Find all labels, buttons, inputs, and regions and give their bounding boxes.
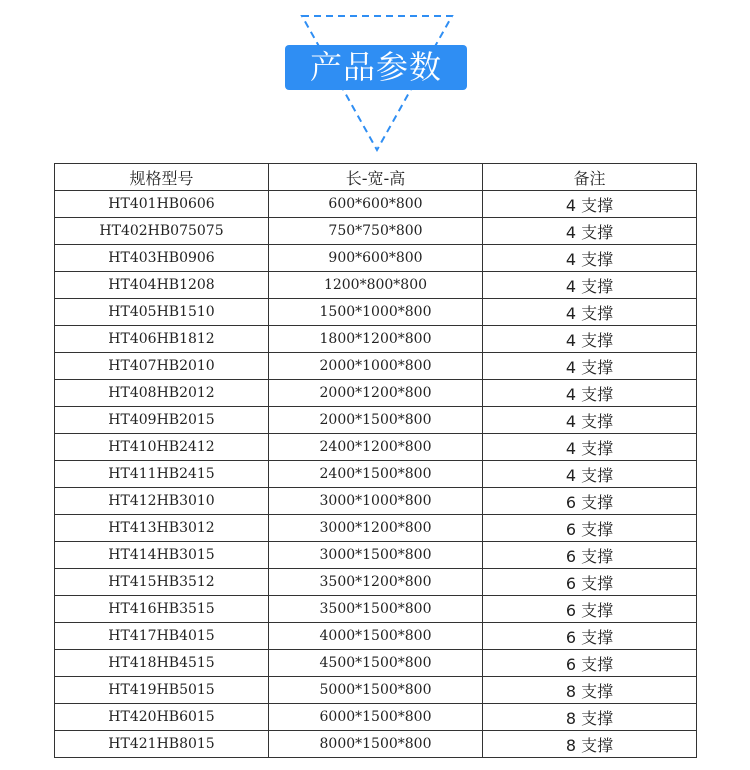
cell-dimensions: 2400*1200*800 bbox=[269, 434, 483, 461]
cell-model: HT418HB4515 bbox=[55, 650, 269, 677]
table-row bbox=[55, 515, 697, 542]
cell-dimensions: 3000*1000*800 bbox=[269, 488, 483, 515]
table-row bbox=[55, 623, 697, 650]
cell-dimensions: 8000*1500*800 bbox=[269, 731, 483, 758]
cell-model: HT412HB3010 bbox=[55, 488, 269, 515]
cell-notes: 8 支撑 bbox=[483, 731, 697, 758]
table-row bbox=[55, 407, 697, 434]
cell-dimensions: 3500*1500*800 bbox=[269, 596, 483, 623]
table-row bbox=[55, 569, 697, 596]
cell-model: HT403HB0906 bbox=[55, 245, 269, 272]
table-row bbox=[55, 191, 697, 218]
table-row bbox=[55, 272, 697, 299]
cell-model: HT405HB1510 bbox=[55, 299, 269, 326]
cell-notes: 8 支撑 bbox=[483, 677, 697, 704]
table-row bbox=[55, 488, 697, 515]
cell-dimensions: 3500*1200*800 bbox=[269, 569, 483, 596]
cell-model: HT413HB3012 bbox=[55, 515, 269, 542]
cell-model: HT404HB1208 bbox=[55, 272, 269, 299]
cell-notes: 4 支撑 bbox=[483, 191, 697, 218]
cell-notes: 8 支撑 bbox=[483, 704, 697, 731]
table-row bbox=[55, 218, 697, 245]
table-row bbox=[55, 434, 697, 461]
cell-notes: 4 支撑 bbox=[483, 461, 697, 488]
cell-notes: 4 支撑 bbox=[483, 407, 697, 434]
cell-model: HT416HB3515 bbox=[55, 596, 269, 623]
cell-dimensions: 3000*1200*800 bbox=[269, 515, 483, 542]
cell-model: HT406HB1812 bbox=[55, 326, 269, 353]
cell-dimensions: 4500*1500*800 bbox=[269, 650, 483, 677]
cell-model: HT420HB6015 bbox=[55, 704, 269, 731]
cell-model: HT411HB2415 bbox=[55, 461, 269, 488]
table-header-row bbox=[55, 164, 697, 191]
cell-dimensions: 2000*1000*800 bbox=[269, 353, 483, 380]
cell-model: HT415HB3512 bbox=[55, 569, 269, 596]
cell-notes: 4 支撑 bbox=[483, 353, 697, 380]
cell-model: HT421HB8015 bbox=[55, 731, 269, 758]
table-row bbox=[55, 299, 697, 326]
table-row bbox=[55, 704, 697, 731]
cell-model: HT407HB2010 bbox=[55, 353, 269, 380]
cell-model: HT419HB5015 bbox=[55, 677, 269, 704]
cell-notes: 6 支撑 bbox=[483, 542, 697, 569]
cell-model: HT409HB2015 bbox=[55, 407, 269, 434]
cell-notes: 4 支撑 bbox=[483, 380, 697, 407]
cell-dimensions: 6000*1500*800 bbox=[269, 704, 483, 731]
cell-dimensions: 1800*1200*800 bbox=[269, 326, 483, 353]
cell-dimensions: 900*600*800 bbox=[269, 245, 483, 272]
cell-notes: 6 支撑 bbox=[483, 623, 697, 650]
column-header-dimensions: 长-宽-高 bbox=[269, 164, 483, 191]
table-row bbox=[55, 380, 697, 407]
cell-dimensions: 2000*1500*800 bbox=[269, 407, 483, 434]
section-title: 产品参数 bbox=[285, 45, 467, 90]
cell-notes: 6 支撑 bbox=[483, 515, 697, 542]
cell-notes: 4 支撑 bbox=[483, 326, 697, 353]
cell-dimensions: 1500*1000*800 bbox=[269, 299, 483, 326]
table-body bbox=[55, 191, 697, 758]
cell-model: HT401HB0606 bbox=[55, 191, 269, 218]
cell-notes: 6 支撑 bbox=[483, 569, 697, 596]
cell-dimensions: 750*750*800 bbox=[269, 218, 483, 245]
table-row bbox=[55, 677, 697, 704]
cell-dimensions: 4000*1500*800 bbox=[269, 623, 483, 650]
table-row bbox=[55, 596, 697, 623]
cell-model: HT414HB3015 bbox=[55, 542, 269, 569]
cell-model: HT410HB2412 bbox=[55, 434, 269, 461]
cell-model: HT408HB2012 bbox=[55, 380, 269, 407]
column-header-model: 规格型号 bbox=[55, 164, 269, 191]
cell-notes: 6 支撑 bbox=[483, 596, 697, 623]
table-row bbox=[55, 245, 697, 272]
table-row bbox=[55, 542, 697, 569]
table-row bbox=[55, 353, 697, 380]
cell-notes: 4 支撑 bbox=[483, 299, 697, 326]
cell-dimensions: 5000*1500*800 bbox=[269, 677, 483, 704]
cell-notes: 4 支撑 bbox=[483, 434, 697, 461]
column-header-notes: 备注 bbox=[483, 164, 697, 191]
cell-model: HT402HB075075 bbox=[55, 218, 269, 245]
section-header bbox=[0, 0, 750, 160]
table-row bbox=[55, 650, 697, 677]
cell-dimensions: 2000*1200*800 bbox=[269, 380, 483, 407]
cell-dimensions: 3000*1500*800 bbox=[269, 542, 483, 569]
cell-dimensions: 600*600*800 bbox=[269, 191, 483, 218]
table-row bbox=[55, 461, 697, 488]
cell-dimensions: 2400*1500*800 bbox=[269, 461, 483, 488]
cell-notes: 6 支撑 bbox=[483, 488, 697, 515]
cell-notes: 6 支撑 bbox=[483, 650, 697, 677]
product-spec-table bbox=[54, 163, 697, 758]
table-row bbox=[55, 731, 697, 758]
cell-notes: 4 支撑 bbox=[483, 245, 697, 272]
cell-model: HT417HB4015 bbox=[55, 623, 269, 650]
cell-notes: 4 支撑 bbox=[483, 272, 697, 299]
cell-dimensions: 1200*800*800 bbox=[269, 272, 483, 299]
table-row bbox=[55, 326, 697, 353]
cell-notes: 4 支撑 bbox=[483, 218, 697, 245]
